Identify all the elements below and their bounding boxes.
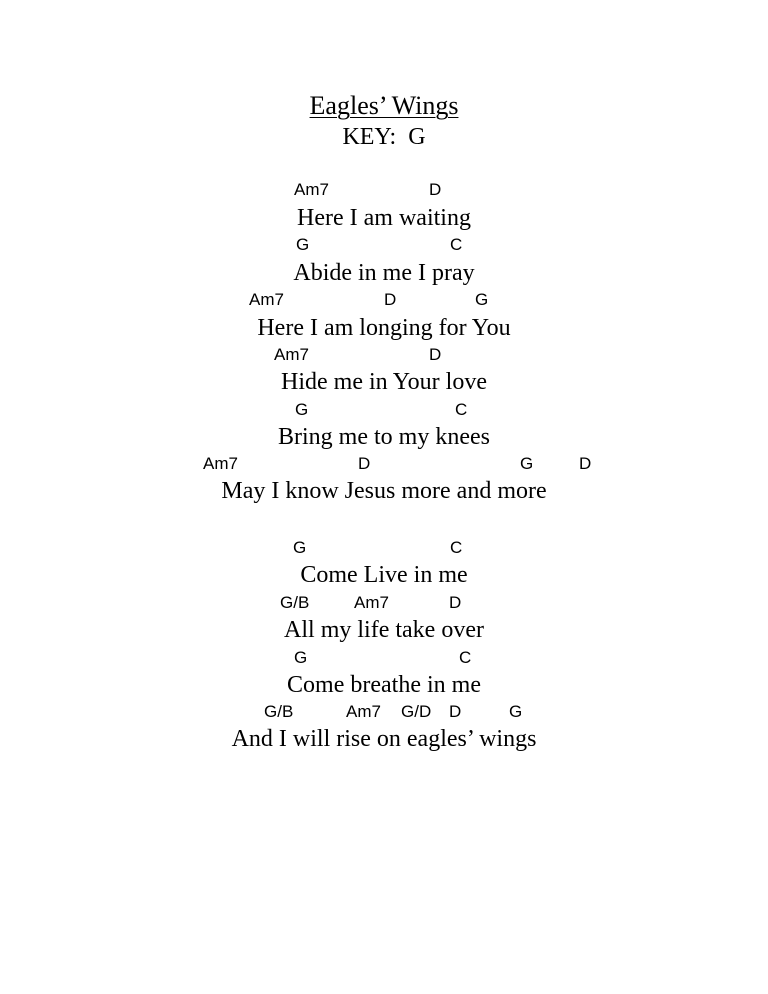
chord: Am7 (274, 345, 309, 364)
lyric-line: Bring me to my knees (278, 424, 490, 450)
chord: D (358, 454, 371, 473)
chord: G (520, 454, 534, 473)
lyric-line: Hide me in Your love (281, 369, 487, 395)
lyric-line: Come Live in me (300, 562, 468, 588)
chord: G (294, 648, 308, 667)
chord: G (295, 400, 309, 419)
lyric-line: Here I am waiting (297, 205, 471, 231)
chord: Am7 (354, 593, 389, 612)
lyric-line: May I know Jesus more and more (221, 478, 547, 504)
lyric-line: Abide in me I pray (293, 260, 475, 286)
chord: G/B (264, 702, 294, 721)
chord: Am7 (346, 702, 381, 721)
chord: D (429, 345, 442, 364)
chord: G (296, 235, 310, 254)
lyric-line: All my life take over (284, 617, 484, 643)
chord: Am7 (249, 290, 284, 309)
lyric-line: And I will rise on eagles’ wings (231, 726, 537, 752)
chord: Am7 (294, 180, 329, 199)
chord: G (475, 290, 489, 309)
song-key: KEY: G (342, 124, 426, 150)
chord: C (459, 648, 472, 667)
chord: G/D (401, 702, 432, 721)
chord: Am7 (203, 454, 238, 473)
chord: D (384, 290, 397, 309)
song-title: Eagles’ Wings (309, 91, 459, 120)
chord: C (450, 538, 463, 557)
chord: D (449, 593, 462, 612)
chord: C (450, 235, 463, 254)
lyric-line: Here I am longing for You (257, 315, 511, 341)
chord: D (579, 454, 592, 473)
chord: G/B (280, 593, 310, 612)
chord: C (455, 400, 468, 419)
chord: G (509, 702, 523, 721)
lyric-line: Come breathe in me (287, 672, 481, 698)
chord: D (449, 702, 462, 721)
chord: G (293, 538, 307, 557)
chord: D (429, 180, 442, 199)
